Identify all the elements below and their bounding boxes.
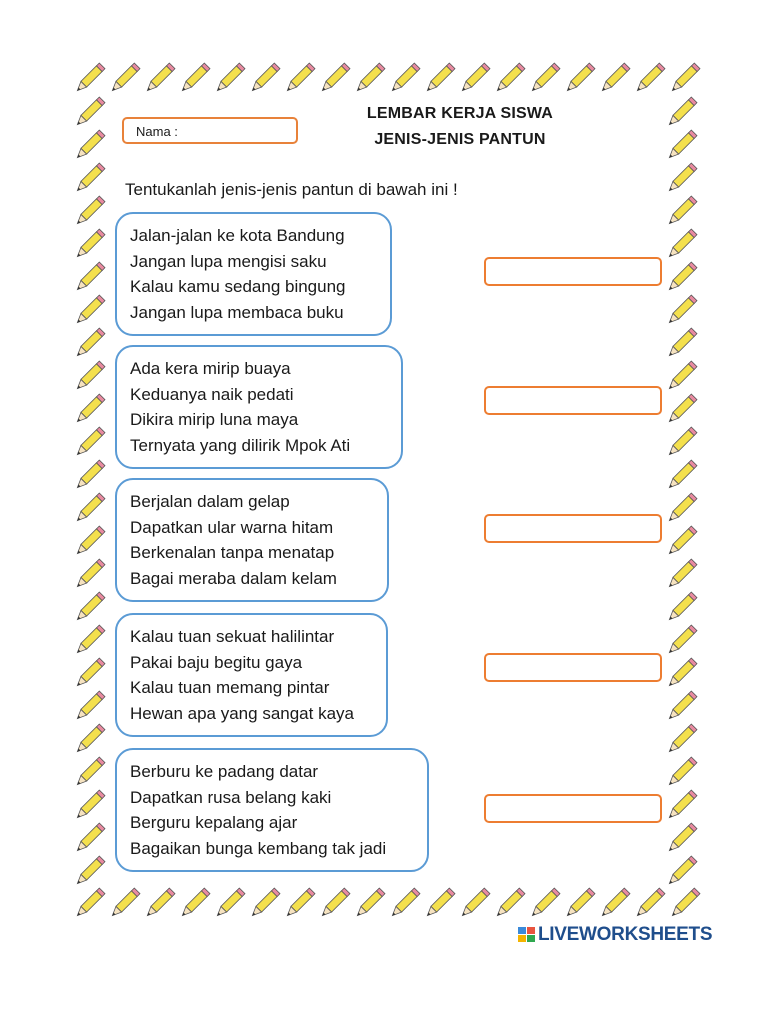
- pencil-icon: [145, 888, 175, 918]
- pencil-icon: [75, 592, 105, 622]
- pencil-icon: [667, 295, 697, 325]
- worksheet-subtitle: JENIS-JENIS PANTUN: [374, 131, 546, 148]
- pantun-line: Kalau kamu sedang bingung: [130, 277, 346, 296]
- pantun-line: Jangan lupa mengisi saku: [130, 251, 327, 271]
- pencil-icon: [75, 625, 105, 655]
- pencil-icon: [75, 460, 105, 490]
- liveworksheets-logo-icon: [518, 927, 536, 943]
- pencil-icon: [75, 559, 105, 589]
- pencil-icon: [600, 63, 630, 93]
- pencil-icon: [110, 888, 140, 918]
- pencil-icon: [75, 163, 105, 193]
- pencil-icon: [667, 262, 697, 292]
- pencil-icon: [75, 823, 105, 853]
- answer-field-2[interactable]: [484, 386, 662, 415]
- instruction-text: Tentukanlah jenis-jenis pantun di bawah ini !: [125, 180, 458, 199]
- pantun-line: Dapatkan ular warna hitam: [130, 517, 334, 537]
- pantun-box-2: [115, 345, 403, 469]
- pencil-icon: [495, 888, 525, 918]
- pencil-icon: [530, 888, 560, 918]
- pencil-icon: [75, 427, 105, 457]
- pencil-icon: [425, 63, 455, 93]
- pencil-icon: [667, 460, 697, 490]
- pencil-icon: [460, 63, 490, 93]
- answer-field-3[interactable]: [484, 514, 662, 543]
- pantun-line: Pakai baju begitu gaya: [130, 652, 303, 672]
- pantun-line: Jalan-jalan ke kota Bandung: [130, 226, 345, 245]
- pencil-icon: [215, 63, 245, 93]
- pencil-icon: [320, 63, 350, 93]
- pencil-icon: [667, 526, 697, 556]
- pantun-box-1: [115, 212, 392, 336]
- pantun-line: Keduanya naik pedati: [130, 384, 294, 404]
- pencil-icon: [667, 757, 697, 787]
- pencil-icon: [667, 97, 697, 127]
- pencil-icon: [635, 63, 665, 93]
- pencil-icon: [110, 63, 140, 93]
- pencil-icon: [75, 724, 105, 754]
- pencil-icon: [75, 493, 105, 523]
- pencil-icon: [75, 394, 105, 424]
- pencil-icon: [667, 163, 697, 193]
- answer-field-5[interactable]: [484, 794, 662, 823]
- pantun-line: Jangan lupa membaca buku: [130, 302, 344, 322]
- pencil-icon: [75, 229, 105, 259]
- pantun-line: Berburu ke padang datar: [130, 762, 319, 781]
- pencil-icon: [75, 658, 105, 688]
- worksheet-title: LEMBAR KERJA SISWA: [366, 105, 554, 122]
- pencil-icon: [75, 856, 105, 886]
- pencil-icon: [390, 63, 420, 93]
- pencil-icon: [75, 196, 105, 226]
- pencil-icon: [667, 559, 697, 589]
- pencil-icon: [667, 394, 697, 424]
- pencil-icon: [667, 493, 697, 523]
- pantun-line: Kalau tuan sekuat halilintar: [130, 627, 335, 646]
- pencil-icon: [667, 427, 697, 457]
- pencil-icon: [667, 625, 697, 655]
- pencil-icon: [75, 526, 105, 556]
- pantun-box-4: [115, 613, 388, 737]
- pencil-icon: [565, 888, 595, 918]
- name-field[interactable]: [122, 117, 298, 144]
- pencil-icon: [667, 328, 697, 358]
- pantun-line: Bagai meraba dalam kelam: [130, 568, 337, 588]
- pantun-line: Berjalan dalam gelap: [130, 492, 290, 511]
- pantun-line: Ternyata yang dilirik Mpok Ati: [130, 435, 351, 455]
- pencil-icon: [250, 63, 280, 93]
- pencil-icon: [667, 592, 697, 622]
- pencil-icon: [600, 888, 630, 918]
- pantun-line: Dapatkan rusa belang kaki: [130, 787, 332, 807]
- liveworksheets-brand: [518, 924, 712, 946]
- answer-field-1[interactable]: [484, 257, 662, 286]
- pantun-line: Hewan apa yang sangat kaya: [130, 703, 354, 723]
- pencil-icon: [667, 658, 697, 688]
- pencil-icon: [667, 196, 697, 226]
- pencil-icon: [667, 790, 697, 820]
- pantun-box-3: [115, 478, 389, 602]
- brand-text: LIVEWORKSHEETS: [538, 924, 713, 945]
- pencil-icon: [75, 757, 105, 787]
- pencil-icon: [670, 888, 700, 918]
- pencil-icon: [425, 888, 455, 918]
- pencil-icon: [667, 229, 697, 259]
- pencil-icon: [667, 130, 697, 160]
- pencil-icon: [75, 888, 105, 918]
- pencil-icon: [145, 63, 175, 93]
- pencil-icon: [285, 888, 315, 918]
- pencil-icon: [285, 63, 315, 93]
- pencil-icon: [215, 888, 245, 918]
- pantun-line: Kalau tuan memang pintar: [130, 678, 330, 697]
- pencil-icon: [667, 724, 697, 754]
- pencil-icon: [75, 361, 105, 391]
- pantun-line: Dikira mirip luna maya: [130, 410, 299, 429]
- pencil-icon: [355, 63, 385, 93]
- pencil-icon: [670, 63, 700, 93]
- pencil-icon: [75, 130, 105, 160]
- pencil-icon: [530, 63, 560, 93]
- pencil-icon: [75, 328, 105, 358]
- pencil-icon: [355, 888, 385, 918]
- pencil-icon: [667, 361, 697, 391]
- pencil-icon: [75, 691, 105, 721]
- name-label: Nama :: [136, 124, 178, 139]
- pencil-icon: [180, 63, 210, 93]
- pantun-line: Berguru kepalang ajar: [130, 813, 298, 832]
- pantun-box-5: [115, 748, 429, 872]
- pencil-icon: [667, 823, 697, 853]
- pencil-icon: [667, 856, 697, 886]
- pencil-icon: [667, 691, 697, 721]
- pencil-icon: [320, 888, 350, 918]
- pencil-icon: [250, 888, 280, 918]
- pantun-line: Bagaikan bunga kembang tak jadi: [130, 838, 387, 858]
- pencil-icon: [75, 790, 105, 820]
- pencil-icon: [390, 888, 420, 918]
- answer-field-4[interactable]: [484, 653, 662, 682]
- pencil-icon: [75, 295, 105, 325]
- pencil-icon: [75, 97, 105, 127]
- pencil-icon: [180, 888, 210, 918]
- pantun-line: Berkenalan tanpa menatap: [130, 543, 335, 562]
- pencil-icon: [75, 262, 105, 292]
- pencil-icon: [565, 63, 595, 93]
- pencil-icon: [75, 63, 105, 93]
- pantun-line: Ada kera mirip buaya: [130, 359, 291, 378]
- pencil-icon: [635, 888, 665, 918]
- pencil-icon: [495, 63, 525, 93]
- pencil-icon: [460, 888, 490, 918]
